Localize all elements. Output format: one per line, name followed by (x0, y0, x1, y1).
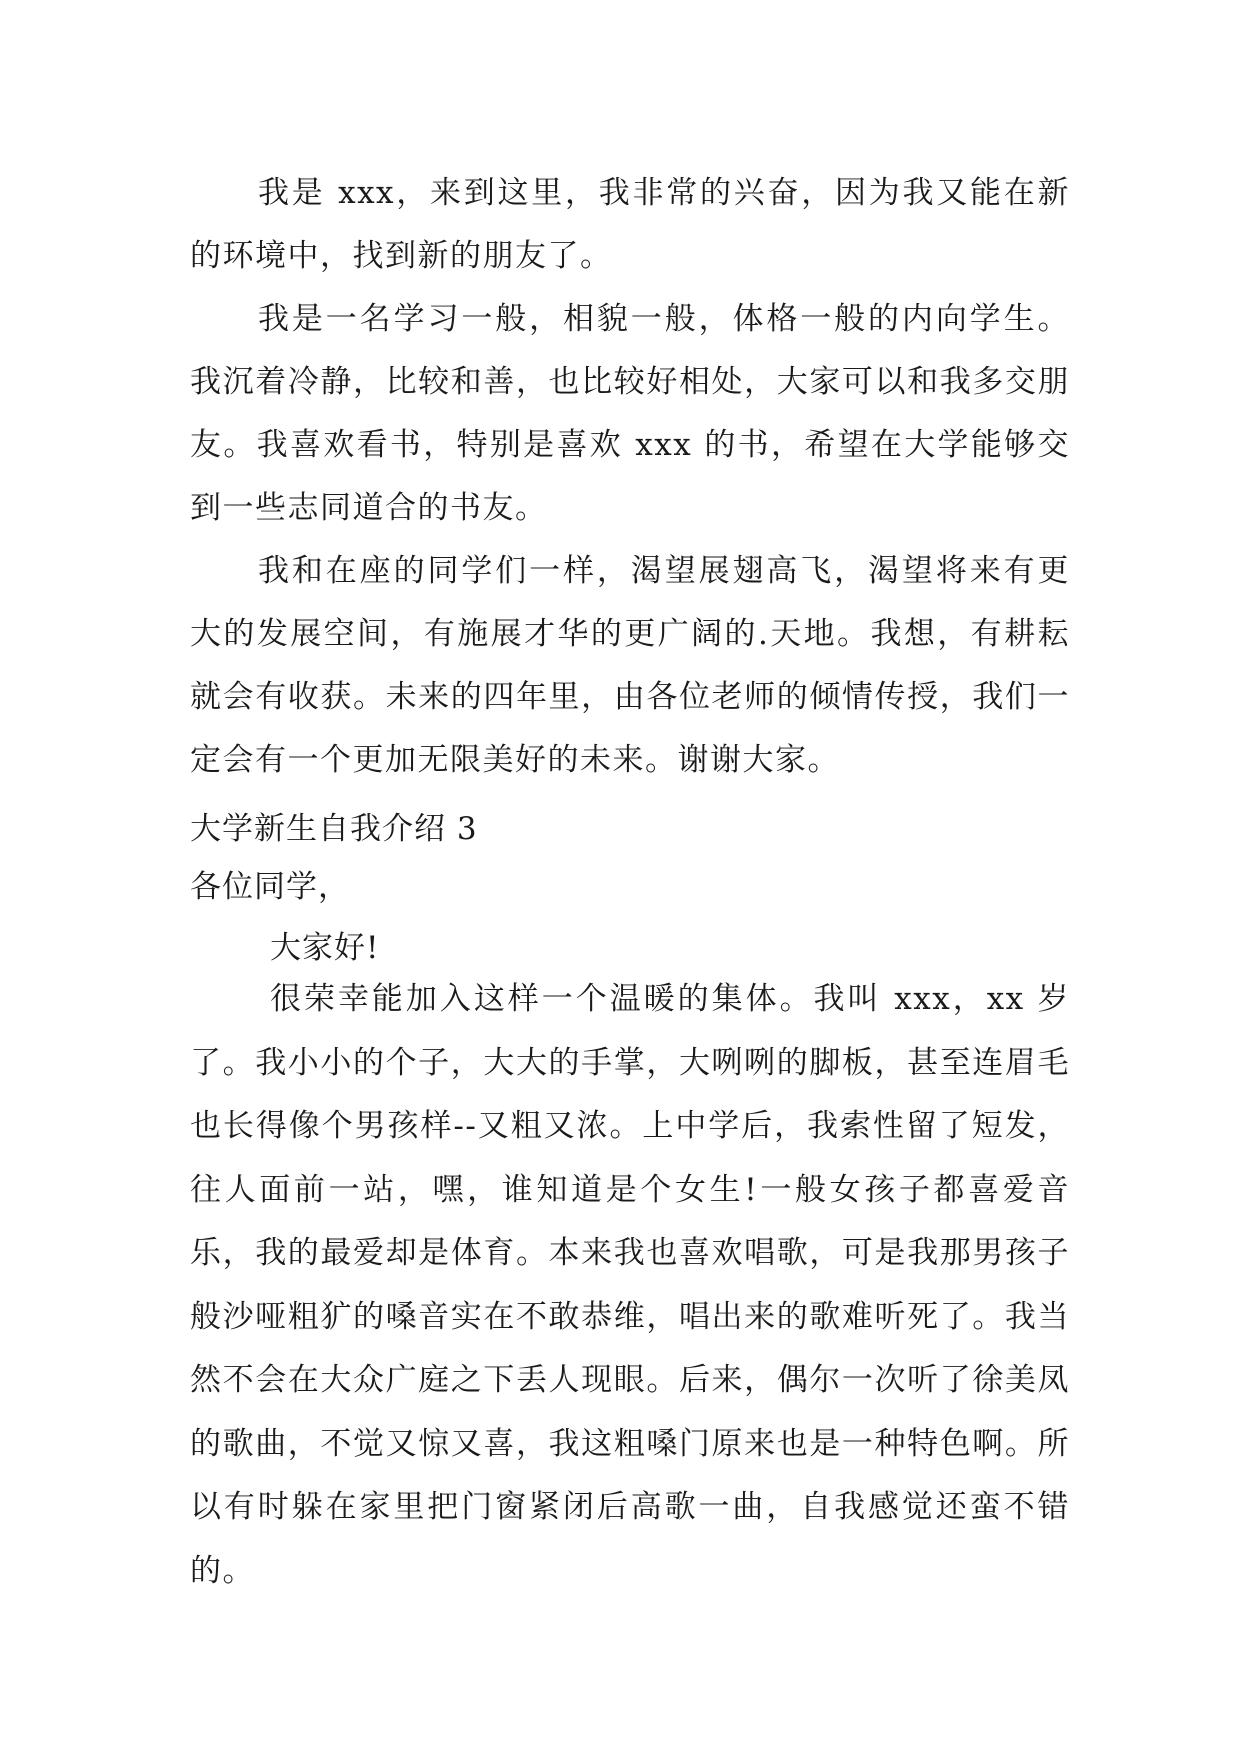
intro-body (190, 162, 1070, 792)
paragraph-1: 我是 xxx，来到这里，我非常的兴奋，因为我又能在新的环境中，找到新的朋友了。 (190, 175, 1070, 274)
letter-paragraph: 很荣幸能加入这样一个温暖的集体。我叫 xxx，xx 岁了。我小小的个子，大大的手掌，大咧咧的脚板，甚至连眉毛也长得像个男孩样--又粗又浓。上中学后，我索性留了短发，往人面前一站，嘿，谁知道是个女生!一般女孩子都喜爱音乐，我的最爱却是体育。本来我也喜欢唱歌，可是我那男孩子般沙哑粗犷的嗓音实在不敢恭维，唱出来的歌难听死了。我当然不会在大众广庭之下丢人现眼。后来，偶尔一次听了徐美凤的歌曲，不觉又惊又喜，我这粗嗓门原来也是一种特色啊。所以有时躲在家里把门窗紧闭后高歌一曲，自我感觉还蛮不错的。 (190, 981, 1070, 1589)
paragraph-list (190, 162, 1070, 792)
letter-paragraph-wrap (190, 968, 1070, 1603)
greeting: 大家好! (270, 930, 380, 966)
section-title: 大学新生自我介绍 3 (190, 811, 478, 847)
paragraph-3: 我和在座的同学们一样，渴望展翅高飞，渴望将来有更大的发展空间，有施展才华的更广阔的.天地。我想，有耕耘就会有收获。未来的四年里，由各位老师的倾情传授，我们一定会有一个更加无限美好的未来。谢谢大家。 (190, 553, 1070, 778)
letter-body (190, 968, 1070, 1603)
salutation: 各位同学， (190, 869, 350, 905)
paragraph-2: 我是一名学习一般，相貌一般，体格一般的内向学生。我沉着冷静，比较和善，也比较好相处，大家可以和我多交朋友。我喜欢看书，特别是喜欢 xxx 的书，希望在大学能够交到一些志同道合的书友。 (190, 301, 1070, 526)
section-header (190, 800, 1070, 980)
